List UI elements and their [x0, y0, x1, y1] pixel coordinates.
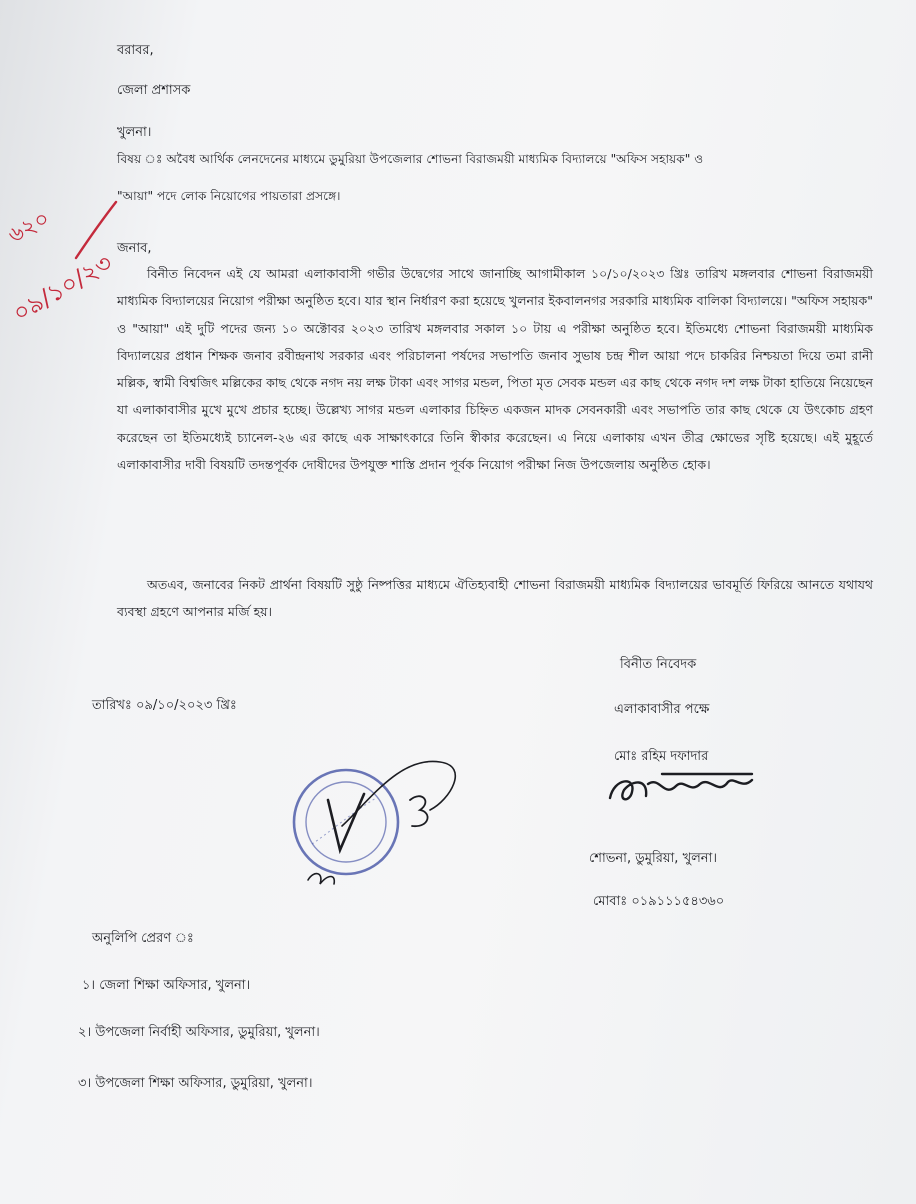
subject-line-1: বিষয় ঃ অবৈধ আর্থিক লেনদেনের মাধ্যমে ডুমুরিয়া উপজেলার শোভনা বিরাজময়ী মাধ্যমিক বিদ্যালয়ে "অফিস সহায়ক" ও [117, 152, 704, 166]
receipt-date: ০৯/১০/২৩ [8, 248, 118, 328]
recipient-place: খুলনা। [117, 125, 152, 140]
subject-line-2: "আয়া" পদে লোক নিয়োগের পায়তারা প্রসঙ্গে। [117, 189, 341, 203]
closing: বিনীত নিবেদক [620, 657, 697, 672]
on-behalf: এলাকাবাসীর পক্ষে [614, 702, 710, 717]
body-paragraph-2: অতএব, জনাবের নিকট প্রার্থনা বিষয়টি সুষ্ঠু নিষ্পত্তির মাধ্যমে ঐতিহ্যবাহী শোভনা বিরাজময়ী মাধ্যমিক বিদ্যালয়ের ভাবমূর্তি ফিরিয়ে আনতে যথাযথ ব্যবস্থা গ্রহণে আপনার মর্জি হয়। [117, 577, 873, 620]
recipient: জেলা প্রশাসক [117, 83, 191, 98]
body-paragraph-1: বিনীত নিবেদন এই যে আমরা এলাকাবাসী গভীর উদ্বেগের সাথে জানাচ্ছি আগামীকাল ১০/১০/২০২৩ খ্রিঃ তারিখ মঙ্গলবার শোভনা বিরাজময়ী মাধ্যমিক বিদ্যালয়ের নিয়োগ পরীক্ষা অনুষ্ঠিত হবে। যার স্থান নির্ধারণ করা হয়েছে খুলনার ইকবালনগর সরকারি মাধ্যমিক বালিকা বিদ্যালয়ে। "অফিস সহায়ক" ও "আয়া" এই দুটি পদের জন্য ১০ অক্টোবর ২০২৩ তারিখ মঙ্গলবার সকাল ১০ টায় এ পরীক্ষা অনুষ্ঠিত হবে। ইতিমধ্যে শোভনা বিরাজময়ী মাধ্যমিক বিদ্যালয়ের প্রধান শিক্ষক জনাব রবীন্দ্রনাথ সরকার এবং পরিচালনা পর্ষদের সভাপতি জনাব সুভাষ চন্দ্র শীল আয়া পদে চাকরির নিশ্চয়তা দিয়ে তমা রানী মল্লিক, স্বামী বিশ্বজিৎ মল্লিকের কাছ থেকে নগদ নয় লক্ষ টাকা এবং সাগর মন্ডল, পিতা মৃত সেবক মন্ডল এর কাছ থেকে নগদ দশ লক্ষ টাকা হাতিয়ে নিয়েছেন যা এলাকাবাসীর মুখে মুখে প্রচার হচ্ছে। উল্লেখ্য সাগর মন্ডল এলাকার চিহ্নিত একজন মাদক সেবনকারী এবং সভাপতি তার কাছ থেকে যে উৎকোচ গ্রহণ করেছেন তা ইতিমধ্যেই চ্যানেল-২৬ এর কাছে এক সাক্ষাৎকারে তিনি স্বীকার করেছেন। এ নিয়ে এলাকায় এখন তীব্র ক্ষোভের সৃষ্টি হয়েছে। এই মুহূর্তে এলাকাবাসীর দাবী বিষয়টি তদন্তপূর্বক দোষীদের উপযুক্ত শাস্তি প্রদান পূর্বক নিয়োগ পরীক্ষা নিজ উপজেলায় অনুষ্ঠিত হোক। [117, 266, 873, 473]
signature [602, 768, 762, 814]
greeting: জনাব, [117, 241, 152, 256]
cc-heading: অনুলিপি প্রেরণ ঃ [92, 931, 194, 946]
cc-item: ২। উপজেলা নির্বাহী অফিসার, ডুমুরিয়া, খুলনা। [78, 1025, 320, 1040]
cc-item: ৩। উপজেলা শিক্ষা অফিসার, ডুমুরিয়া, খুলনা। [78, 1076, 313, 1091]
receipt-number: ৬২০ [4, 206, 54, 249]
sender-mobile: মোবাঃ ০১৯১১১৫৪৩৬০ [593, 894, 725, 909]
sender-address: শোভনা, ডুমুরিয়া, খুলনা। [589, 851, 717, 866]
cc-item: ১। জেলা শিক্ষা অফিসার, খুলনা। [82, 978, 251, 993]
salutation: বরাবর, [117, 43, 154, 58]
receipt-underline [72, 196, 122, 270]
date: তারিখঃ ০৯/১০/২০২৩ খ্রিঃ [92, 698, 237, 713]
office-stamp [280, 740, 490, 904]
sender-name: মোঃ রহিম দফাদার [614, 749, 709, 764]
